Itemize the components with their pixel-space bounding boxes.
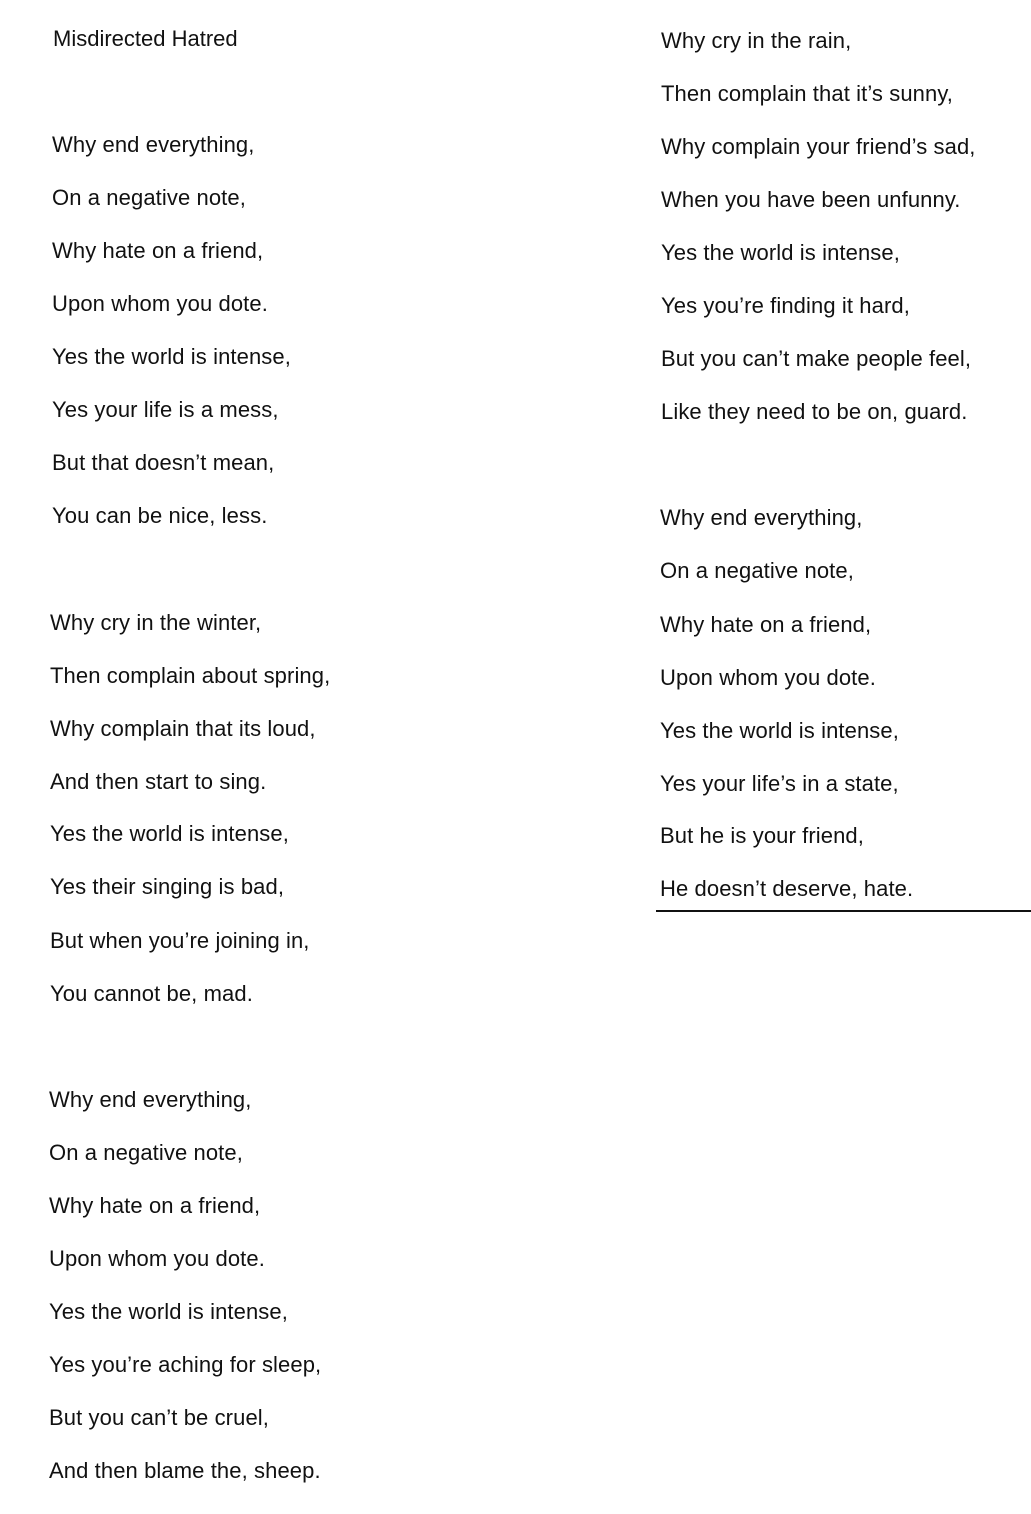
poem-line: Upon whom you dote.: [49, 1246, 265, 1271]
poem-line: Yes you’re aching for sleep,: [49, 1352, 322, 1377]
poem-line: Why complain that its loud,: [50, 716, 316, 741]
poem-line: Yes your life is a mess,: [52, 397, 279, 422]
poem-line: Yes the world is intense,: [661, 240, 900, 265]
poem-line: Why end everything,: [49, 1087, 252, 1112]
poem-line: Upon whom you dote.: [660, 665, 876, 690]
poem-line: Upon whom you dote.: [52, 291, 268, 316]
poem-title: Misdirected Hatred: [53, 26, 238, 51]
poem-line: But that doesn’t mean,: [52, 450, 275, 475]
poem-line: Why hate on a friend,: [660, 612, 872, 637]
poem-line: Yes the world is intense,: [52, 344, 291, 369]
poem-line: He doesn’t deserve, hate.: [660, 876, 914, 901]
poem-line: On a negative note,: [49, 1140, 243, 1165]
poem-line: Yes their singing is bad,: [50, 874, 285, 899]
poem-line: But you can’t be cruel,: [49, 1405, 269, 1430]
poem-line: When you have been unfunny.: [661, 187, 961, 212]
poem-line: Why hate on a friend,: [52, 238, 264, 263]
poem-line: But he is your friend,: [660, 823, 864, 848]
poem-line: Why cry in the winter,: [50, 610, 262, 635]
poem-line: Why end everything,: [660, 505, 863, 530]
poem-line: Why cry in the rain,: [661, 28, 852, 53]
poem-line: Then complain that it’s sunny,: [661, 81, 954, 106]
poem-line: And then start to sing.: [50, 769, 267, 794]
poem-line: Yes the world is intense,: [50, 821, 289, 846]
poem-line: Why hate on a friend,: [49, 1193, 261, 1218]
poem-line: Why complain your friend’s sad,: [661, 134, 976, 159]
poem-line: On a negative note,: [52, 185, 246, 210]
poem-line: On a negative note,: [660, 558, 854, 583]
horizontal-rule: [656, 910, 1031, 912]
poem-line: You cannot be, mad.: [50, 981, 253, 1006]
poem-line: But you can’t make people feel,: [661, 346, 972, 371]
poem-line: Like they need to be on, guard.: [661, 399, 968, 424]
poem-line: Yes you’re finding it hard,: [661, 293, 910, 318]
poem-line: Why end everything,: [52, 132, 255, 157]
poem-line: And then blame the, sheep.: [49, 1458, 321, 1483]
poem-line: Yes the world is intense,: [49, 1299, 288, 1324]
poem-line: You can be nice, less.: [52, 503, 268, 528]
poem-line: But when you’re joining in,: [50, 928, 310, 953]
poem-line: Yes your life’s in a state,: [660, 771, 899, 796]
poem-line: Yes the world is intense,: [660, 718, 899, 743]
poem-line: Then complain about spring,: [50, 663, 331, 688]
